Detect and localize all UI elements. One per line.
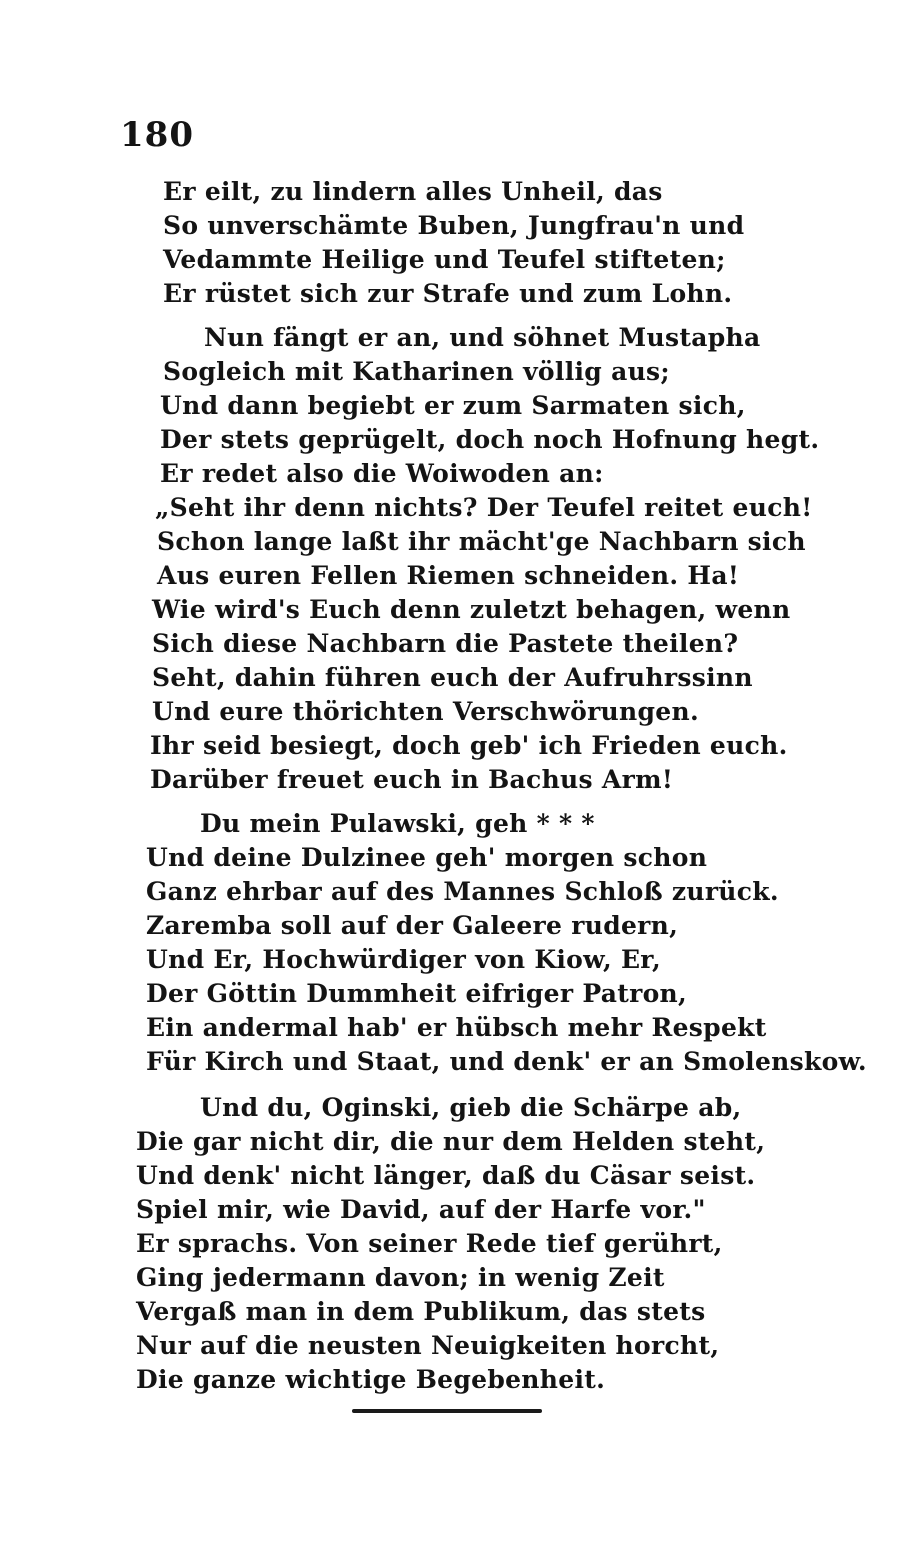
poem-line: Die gar nicht dir, die nur dem Helden steht, xyxy=(136,1127,766,1156)
poem-line: Zaremba soll auf der Galeere rudern, xyxy=(146,911,679,940)
poem-line: Die ganze wichtige Begebenheit. xyxy=(136,1365,606,1394)
poem-line: Nur auf die neusten Neuigkeiten horcht, xyxy=(136,1331,720,1360)
poem-line: Wie wird's Euch denn zuletzt behagen, wenn xyxy=(152,595,791,624)
poem-line: Ein andermal hab' er hübsch mehr Respekt xyxy=(146,1013,767,1042)
poem-line: Aus euren Fellen Riemen schneiden. Ha! xyxy=(157,561,740,590)
poem-line: Der Göttin Dummheit eifriger Patron, xyxy=(146,979,688,1008)
page-number: 180 xyxy=(120,115,194,155)
poem-line: Er eilt, zu lindern alles Unheil, das xyxy=(163,177,663,206)
poem-line: Ging jedermann davon; in wenig Zeit xyxy=(136,1263,665,1292)
poem-line: Nun fängt er an, und söhnet Mustapha xyxy=(204,323,761,352)
poem-line: Ganz ehrbar auf des Mannes Schloß zurück. xyxy=(146,877,779,906)
poem-line: Darüber freuet euch in Bachus Arm! xyxy=(150,765,674,794)
poem-line: Spiel mir, wie David, auf der Harfe vor." xyxy=(136,1195,706,1224)
poem-line: Ihr seid besiegt, doch geb' ich Frieden euch. xyxy=(150,731,788,760)
poem-line: Und eure thörichten Verschwörungen. xyxy=(152,697,699,726)
poem-line: „Seht ihr denn nichts? Der Teufel reitet euch! xyxy=(155,493,813,522)
poem-line: Er rüstet sich zur Strafe und zum Lohn. xyxy=(163,279,733,308)
poem-line: Und deine Dulzinee geh' morgen schon xyxy=(146,843,708,872)
end-ornament-rule xyxy=(352,1409,542,1413)
poem-line: Vergaß man in dem Publikum, das stets xyxy=(136,1297,706,1326)
poem-line: So unverschämte Buben, Jungfrau'n und xyxy=(163,211,745,240)
poem-line: Seht, dahin führen euch der Aufruhrssinn xyxy=(152,663,753,692)
poem-line: Du mein Pulawski, geh * * * xyxy=(200,809,595,838)
poem-line: Und Er, Hochwürdiger von Kiow, Er, xyxy=(146,945,661,974)
poem-line: Sogleich mit Katharinen völlig aus; xyxy=(163,357,670,386)
poem-line: Der stets geprügelt, doch noch Hofnung hegt. xyxy=(160,425,820,454)
poem-line: Vedammte Heilige und Teufel stifteten; xyxy=(163,245,726,274)
poem-line: Er sprachs. Von seiner Rede tief gerührt, xyxy=(136,1229,723,1258)
poem-line: Für Kirch und Staat, und denk' er an Smolenskow. xyxy=(146,1047,867,1076)
poem-line: Und du, Oginski, gieb die Schärpe ab, xyxy=(200,1093,742,1122)
poem-line: Und denk' nicht länger, daß du Cäsar seist. xyxy=(136,1161,756,1190)
poem-line: Schon lange laßt ihr mächt'ge Nachbarn sich xyxy=(157,527,806,556)
poem-line: Und dann begiebt er zum Sarmaten sich, xyxy=(160,391,746,420)
poem-line: Sich diese Nachbarn die Pastete theilen? xyxy=(152,629,739,658)
poem-line: Er redet also die Woiwoden an: xyxy=(160,459,604,488)
